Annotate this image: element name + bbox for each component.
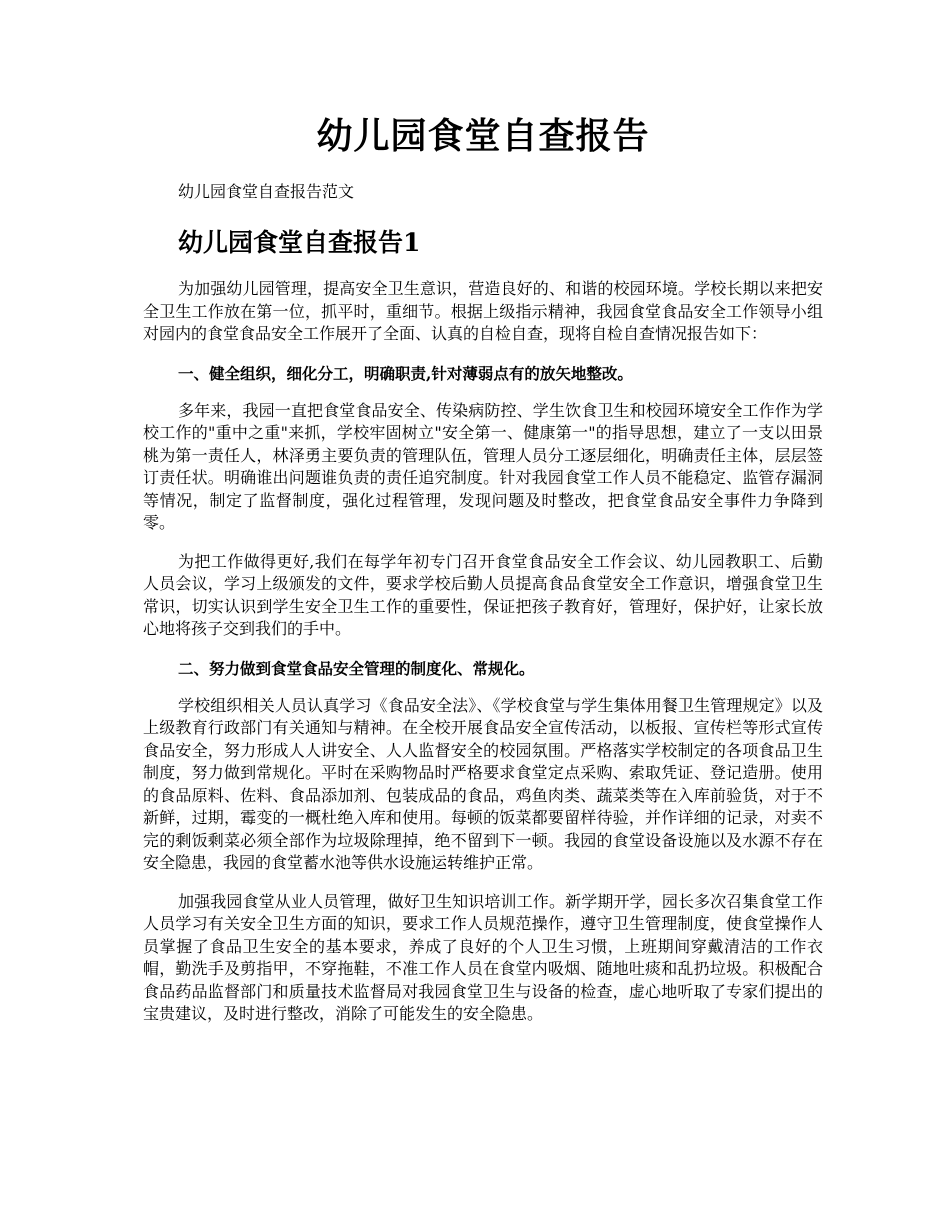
paragraph-one: 多年来，我园一直把食堂食品安全、传染病防控、学生饮食卫生和校园环境安全工作作为学校工作的"重中之重"来抓，学校牢固树立"安全第一、健康第一"的指导思想，建立了一支以田景桃为第一责任人，林泽勇主要负责的管理队伍，管理人员分工逐层细化，明确责任主体，层层签订责任状。明确谁出问题谁负责的责任追究制度。针对我园食堂工作人员不能稳定、监管存漏洞等情况，制定了监督制度，强化过程管理，发现问题及时整改，把食堂食品安全事件力争降到零。	[143, 400, 823, 532]
paragraph-two: 为把工作做得更好,我们在每学年初专门召开食堂食品安全工作会议、幼儿园教职工、后勤人员会议，学习上级颁发的文件，要求学校后勤人员提高食品食堂安全工作意识，增强食堂卫生常识，切实认识到学生安全卫生工作的重要性，保证把孩子教育好，管理好，保护好，让家长放心地将孩子交到我们的手中。	[143, 551, 823, 638]
intro-paragraph: 为加强幼儿园管理，提高安全卫生意识，营造良好的、和谐的校园环境。学校长期以来把安全卫生工作放在第一位，抓平时，重细节。根据上级指示精神，我园食堂食品安全工作领导小组对园内的食堂食品安全工作展开了全面、认真的自检自查，现将自检自查情况报告如下：	[143, 279, 823, 343]
document-page	[143, 112, 823, 1042]
paragraph-four: 加强我园食堂从业人员管理，做好卫生知识培训工作。新学期开学，园长多次召集食堂工作人员学习有关安全卫生方面的知识，要求工作人员规范操作，遵守卫生管理制度，使食堂操作人员掌握了食品卫生安全的基本要求，养成了良好的个人卫生习惯，上班期间穿戴清洁的工作衣帽，勤洗手及剪指甲，不穿拖鞋，不准工作人员在食堂内吸烟、随地吐痰和乱扔垃圾。积极配合食品药品监督部门和质量技术监督局对我园食堂卫生与设备的检查，虚心地听取了专家们提出的宝贵建议，及时进行整改，消除了可能发生的安全隐患。	[143, 891, 823, 1023]
document-subtitle: 幼儿园食堂自查报告范文	[178, 182, 355, 201]
heading-two: 二、努力做到食堂食品安全管理的制度化、常规化。	[178, 658, 535, 678]
section-title: 幼儿园食堂自查报告1	[178, 228, 421, 257]
paragraph-three: 学校组织相关人员认真学习《食品安全法》、《学校食堂与学生集体用餐卫生管理规定》以及上级教育行政部门有关通知与精神。在全校开展食品安全宣传活动，以板报、宣传栏等形式宣传食品安全，努力形成人人讲安全、人人监督安全的校园氛围。严格落实学校制定的各项食品卫生制度，努力做到常规化。平时在采购物品时严格要求食堂定点采购、索取凭证、登记造册。使用的食品原料、佐料、食品添加剂、包装成品的食品，鸡鱼肉类、蔬菜类等在入库前验货，对于不新鲜，过期，霉变的一概杜绝入库和使用。每顿的饭菜都要留样待验，并作详细的记录，对卖不完的剩饭剩菜必须全部作为垃圾除理掉，绝不留到下一顿。我园的食堂设备设施以及水源不存在安全隐患，我园的食堂蓄水池等供水设施运转维护正常。	[143, 695, 823, 872]
heading-one: 一、健全组织，细化分工，明确职责,针对薄弱点有的放矢地整改。	[178, 363, 633, 383]
document-title: 幼儿园食堂自查报告	[316, 115, 650, 157]
